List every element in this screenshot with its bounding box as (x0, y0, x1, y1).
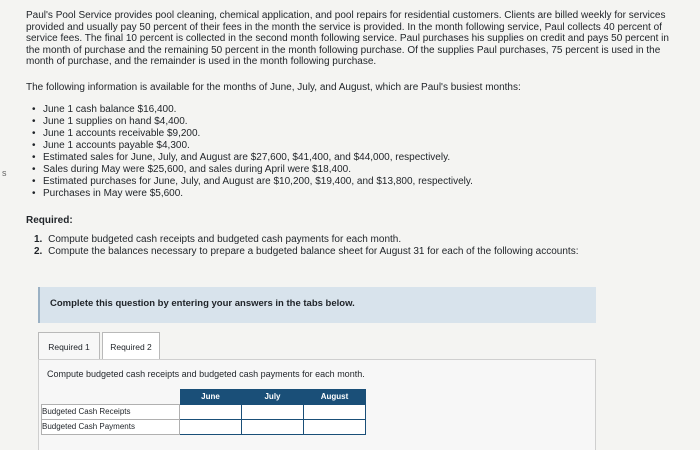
requirement-number: 2. (34, 245, 43, 257)
required-heading: Required: (26, 214, 73, 226)
requirement-text: Compute budgeted cash receipts and budgeted cash payments for each month. (48, 233, 402, 245)
row-label-payments: Budgeted Cash Payments (42, 419, 180, 434)
receipts-july-cell (242, 404, 304, 419)
tab-required-1[interactable]: Required 1 (38, 332, 100, 360)
receipts-june-input[interactable] (180, 405, 241, 419)
problem-statement (26, 10, 678, 258)
table-row (42, 404, 366, 419)
payments-august-input[interactable] (304, 420, 365, 434)
list-item: • June 1 accounts receivable $9,200. (32, 128, 678, 140)
list-item: • June 1 supplies on hand $4,400. (32, 116, 678, 128)
info-list (26, 104, 678, 200)
budget-table (41, 389, 366, 435)
payments-july-cell (242, 419, 304, 434)
column-header-august: August (304, 389, 366, 404)
list-item: • Estimated sales for June, July, and August are $27,600, $41,400, and $44,000, respectively. (32, 152, 678, 164)
problem-paragraph-1: Paul's Pool Service provides pool cleaning, chemical application, and pool repairs for residential customers. Clients are billed weekly for services provided and usually pay 50 percent of their fees in the month the service is provided. In the month following service, Paul collects 40 percent of service fees. The final 10 percent is collected in the second month following service. Paul purchases his supplies on credit and pays 50 percent in the month of purchase and the remaining 50 percent in the month following purchase. Of the supplies Paul purchases, 75 percent is used in the month of purchase, and the remainder is used in the month following purchase. (26, 10, 669, 68)
requirement-item (34, 234, 678, 246)
list-item: • Estimated purchases for June, July, and August are $10,200, $19,400, and $13,800, respectively. (32, 176, 678, 188)
payments-august-cell (304, 419, 366, 434)
panel-instruction: Compute budgeted cash receipts and budgeted cash payments for each month. (47, 369, 365, 379)
receipts-june-cell (180, 404, 242, 419)
list-item: • June 1 accounts payable $4,300. (32, 140, 678, 152)
table-row (42, 419, 366, 434)
tab-panel (38, 359, 596, 450)
instructions-banner (38, 287, 596, 323)
requirement-number: 1. (34, 233, 43, 245)
problem-paragraph-2: The following information is available for the months of June, July, and August, which are Paul's busiest months: (26, 81, 521, 93)
requirements-list (26, 234, 678, 258)
margin-mark: s (2, 168, 7, 178)
receipts-august-input[interactable] (304, 405, 365, 419)
list-item: • Purchases in May were $5,600. (32, 188, 678, 200)
list-item: • June 1 cash balance $16,400. (32, 104, 678, 116)
tab-required-2[interactable]: Required 2 (102, 332, 160, 360)
banner-text: Complete this question by entering your answers in the tabs below. (50, 298, 355, 309)
header-blank (42, 389, 180, 404)
column-header-july: July (242, 389, 304, 404)
receipts-august-cell (304, 404, 366, 419)
column-header-june: June (180, 389, 242, 404)
requirement-text: Compute the balances necessary to prepare a budgeted balance sheet for August 31 for each of the following accounts: (48, 245, 579, 257)
payments-june-input[interactable] (180, 420, 241, 434)
receipts-july-input[interactable] (242, 405, 303, 419)
requirement-item (34, 246, 678, 258)
payments-july-input[interactable] (242, 420, 303, 434)
table-header-row (42, 389, 366, 404)
list-item: • Sales during May were $25,600, and sales during April were $18,400. (32, 164, 678, 176)
row-label-receipts: Budgeted Cash Receipts (42, 404, 180, 419)
payments-june-cell (180, 419, 242, 434)
